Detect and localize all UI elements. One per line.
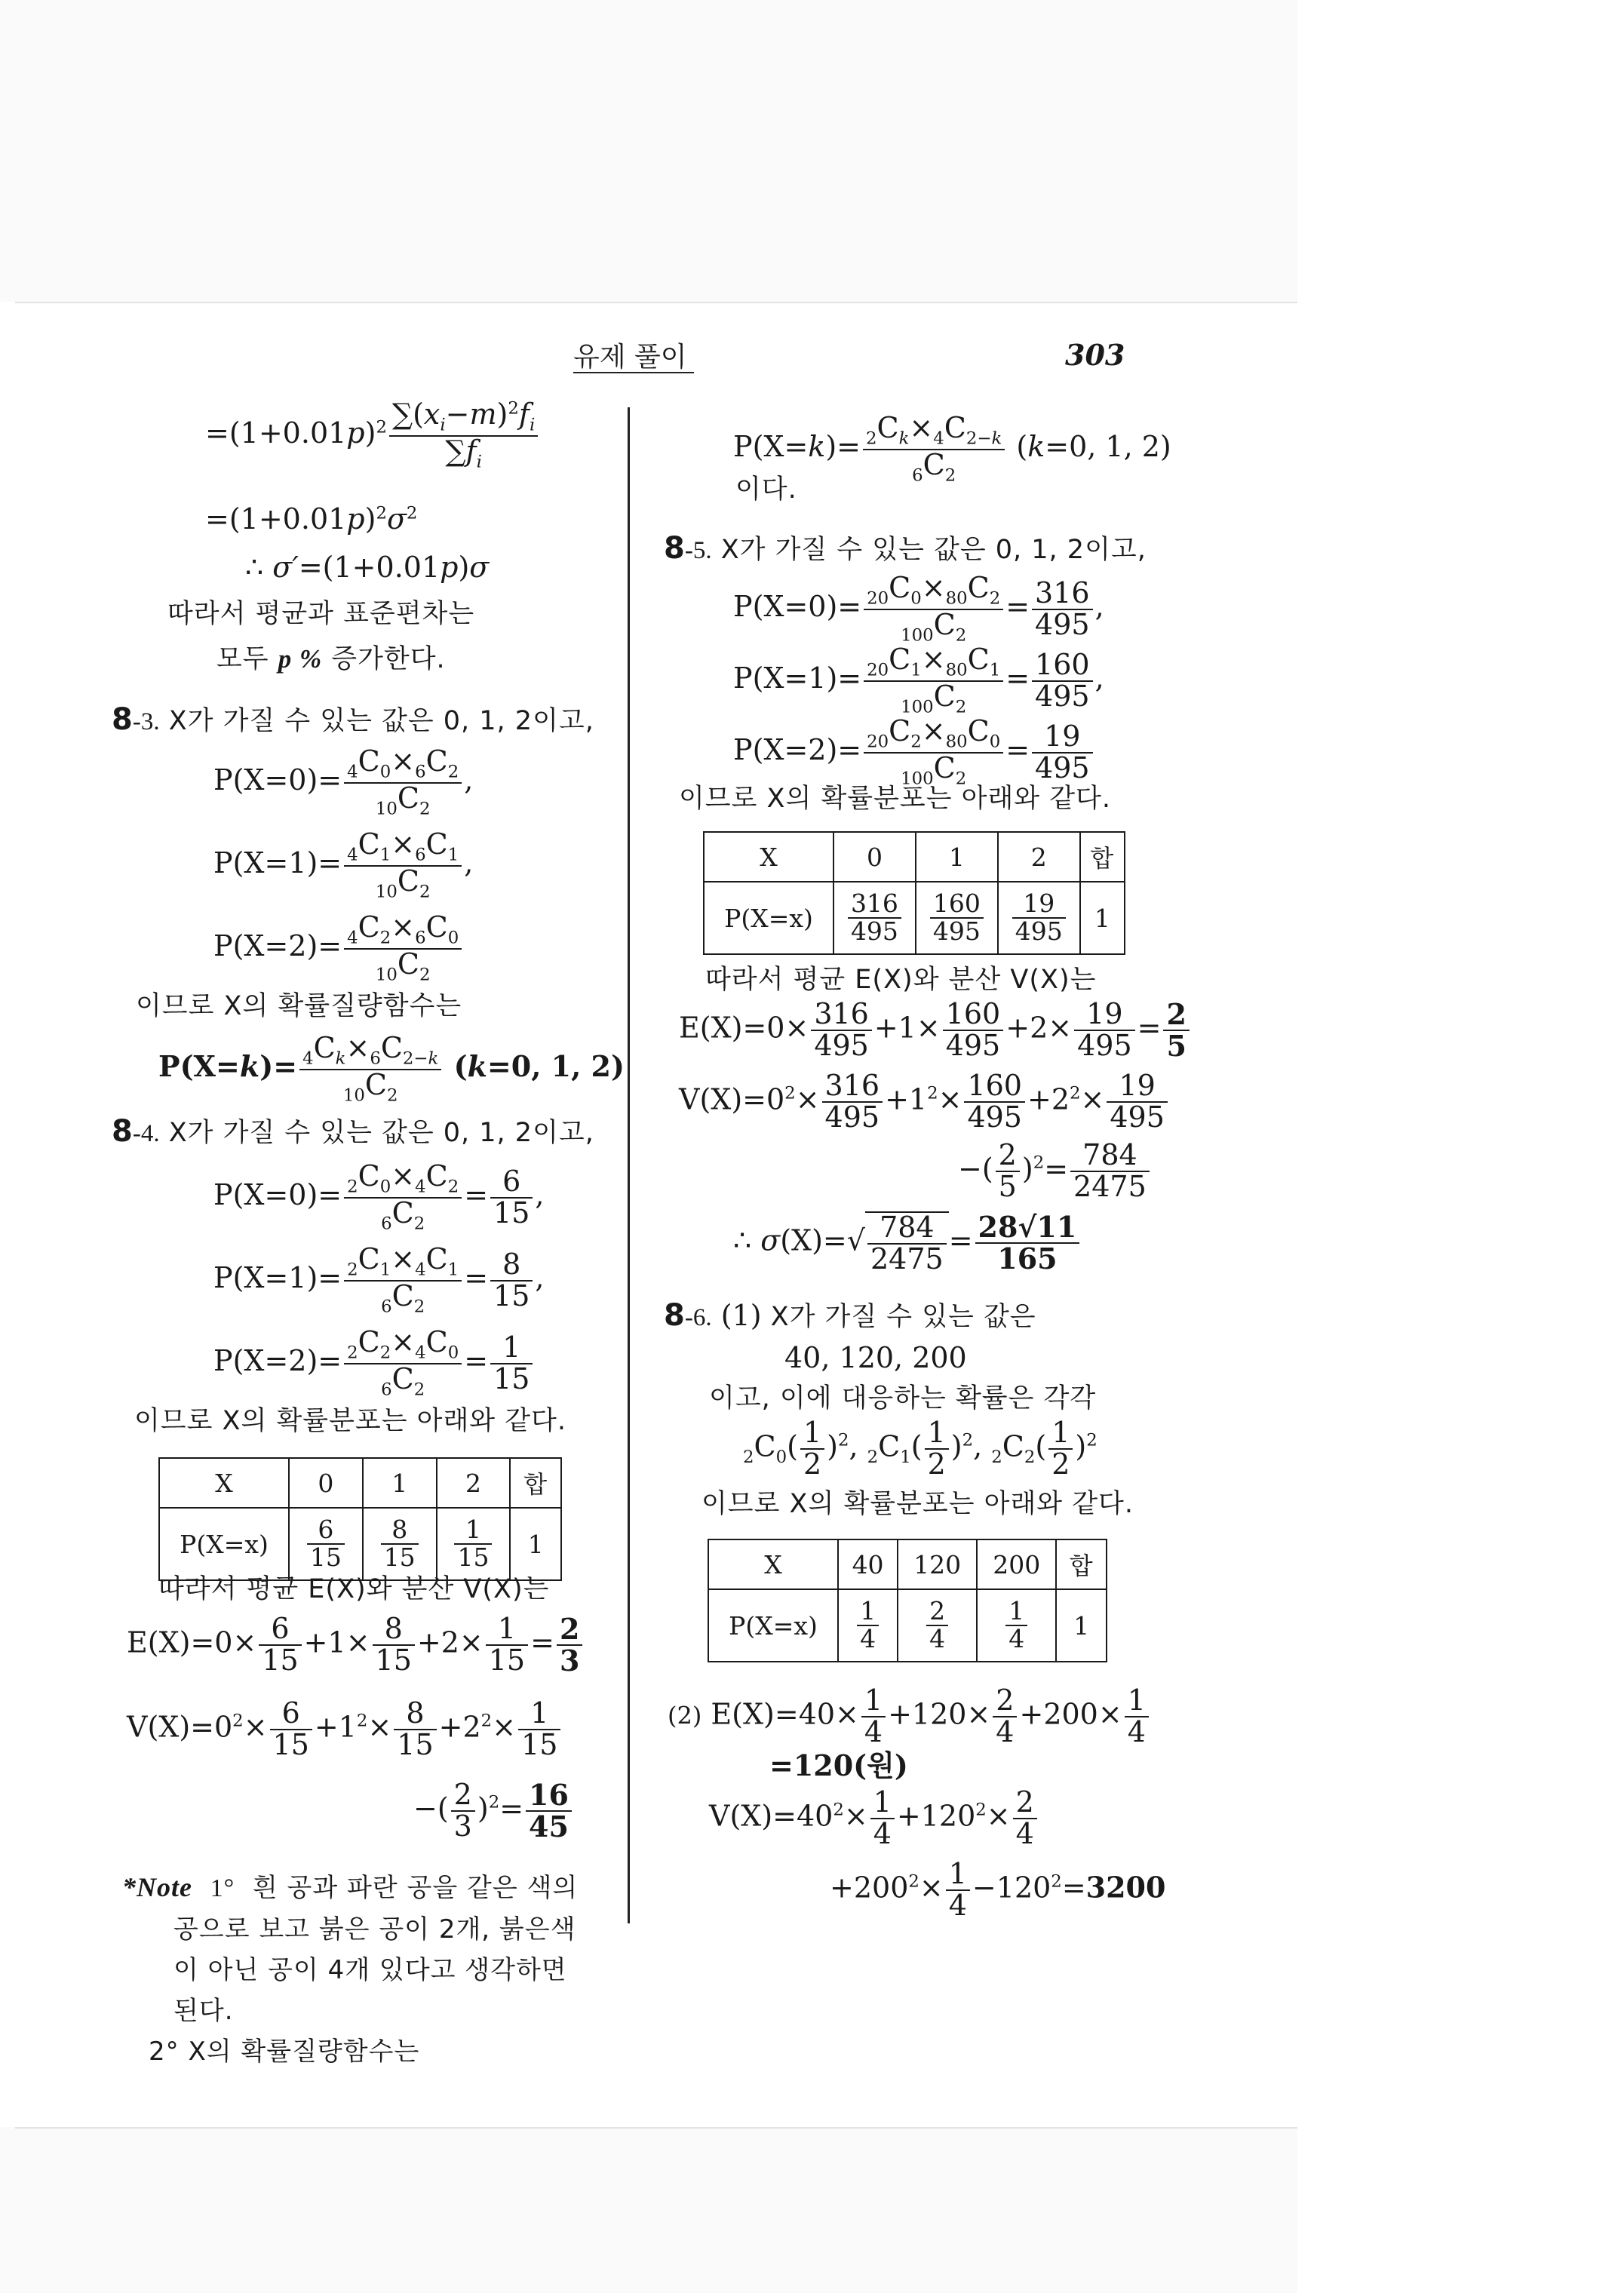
table-cell: 0 <box>833 832 916 882</box>
eq-cont-2: $=(1+0.01p)^2\sigma^2$ <box>205 502 418 536</box>
table-cell: 0 <box>289 1458 363 1508</box>
table-cell: 합 <box>1056 1539 1107 1589</box>
table-cell: 120 <box>898 1539 977 1589</box>
increase-line: 모두 p % 증가한다. <box>216 644 446 674</box>
eq-8-4-p0: P(X=0)= $\frac{_2C_0\times_4C_2}{_6C_2}$ = $\frac{6}{15}$ , <box>213 1159 545 1234</box>
running-header: 유제 풀이 <box>573 342 687 373</box>
eq-8-5-p0: P(X=0)= $\frac{_{20}C_0\times_{80}C_2}{_{100}C_2}$ = $\frac{316}{495}$ , <box>733 571 1104 646</box>
mean-8-4: E(X)=0× $\frac{6}{15}$ +1× $\frac{8}{15}$ +2× $\frac{1}{15}$ = $\frac{2}{3}$ <box>127 1614 585 1676</box>
table-cell: 1 <box>363 1458 437 1508</box>
table-cell: $\frac{6}{15}$ <box>289 1508 363 1580</box>
scan-edge-top <box>15 302 1297 303</box>
table-cell: 40 <box>838 1539 898 1589</box>
mean-var-intro-8-5: 따라서 평균 E(X)와 분산 V(X)는 <box>705 965 1097 995</box>
table-cell: P(X=x) <box>704 882 833 954</box>
sd-8-5: ∴ σ(X)=√ $\frac{784}{2475}$ = $\frac{28√11}{165}$ <box>733 1211 1082 1275</box>
note-block <box>122 1867 578 2072</box>
distribution-table-8-5 <box>703 831 1125 955</box>
table-cell: 합 <box>510 1458 561 1508</box>
table-cell: P(X=x) <box>708 1589 838 1662</box>
dist-intro-8-4: 이므로 X의 확률분포는 아래와 같다. <box>134 1406 566 1436</box>
eq-cont-3: ∴ σ′=(1+0.01p)σ <box>245 551 490 584</box>
table-cell: 1 <box>1056 1589 1107 1662</box>
is-line: 이다. <box>735 474 797 505</box>
note-line: 공으로 보고 붉은 공이 2개, 붉은색 <box>173 1914 576 1945</box>
eq-8-3-p0: P(X=0)= $\frac{_4C_0\times_6C_2}{_{10}C_2}$ , <box>213 744 474 819</box>
pmf-intro-8-3: 이므로 X의 확률질량함수는 <box>136 991 462 1021</box>
table-cell: $\frac{1}{15}$ <box>437 1508 511 1580</box>
eq-8-4-p2: P(X=2)= $\frac{_2C_2\times_4C_0}{_6C_2}$ = $\frac{1}{15}$ <box>213 1328 535 1399</box>
eq-cont-1: $=(1+0.01p)^2$ $\frac{\sum(x_i-m)^2f_i}{\sum f_i}$ <box>205 400 540 471</box>
mean-8-6-result: =120(원) <box>769 1748 908 1782</box>
column-divider <box>628 407 630 1923</box>
values-8-6: 40, 120, 200 <box>784 1341 967 1374</box>
scan-margin-top <box>0 0 1297 302</box>
table-cell: $\frac{160}{495}$ <box>916 882 998 954</box>
table-cell: $\frac{8}{15}$ <box>363 1508 437 1580</box>
mean-8-6: (2) E(X)=40× $\frac{1}{4}$ +120× $\frac{2}{4}$ +200× $\frac{1}{4}$ <box>668 1686 1151 1748</box>
table-cell: 2 <box>437 1458 511 1508</box>
table-row <box>708 1589 1107 1662</box>
prob-intro-8-6: 이고, 이에 대응하는 확률은 각각 <box>709 1383 1097 1414</box>
mean-var-intro-8-4: 따라서 평균 E(X)와 분산 V(X)는 <box>158 1574 550 1604</box>
table-cell: P(X=x) <box>159 1508 289 1580</box>
eq-8-4-p1: P(X=1)= $\frac{_2C_1\times_4C_1}{_6C_2}$ = $\frac{8}{15}$ , <box>213 1242 545 1317</box>
table-cell: $\frac{1}{4}$ <box>977 1589 1056 1662</box>
table-cell: 1 <box>916 832 998 882</box>
scan-margin-bottom <box>0 2127 1297 2293</box>
table-cell: $\frac{19}{495}$ <box>998 882 1080 954</box>
dist-intro-8-6: 이므로 X의 확률분포는 아래와 같다. <box>701 1489 1134 1519</box>
problem-8-3: 8-3. X가 가질 수 있는 값은 0, 1, 2이고, <box>112 702 594 737</box>
problem-8-5: 8-5. X가 가질 수 있는 값은 0, 1, 2이고, <box>664 531 1147 566</box>
header-underline <box>573 372 694 373</box>
conclusion-line: 따라서 평균과 표준편차는 <box>167 599 475 629</box>
eq-8-5-p1: P(X=1)= $\frac{_{20}C_1\times_{80}C_1}{_{100}C_2}$ = $\frac{160}{495}$ , <box>733 643 1104 717</box>
distribution-table-8-6 <box>708 1539 1107 1662</box>
eq-8-5-p2: P(X=2)= $\frac{_{20}C_2\times_{80}C_0}{_{100}C_2}$ = $\frac{19}{495}$ <box>733 717 1095 788</box>
table-cell: 200 <box>977 1539 1056 1589</box>
note-line: 된다. <box>173 1996 234 2026</box>
table-cell: $\frac{1}{4}$ <box>838 1589 898 1662</box>
note-item-1: *Note 1° 흰 공과 파란 공을 같은 색의 <box>122 1872 579 1903</box>
table-cell: $\frac{2}{4}$ <box>898 1589 977 1662</box>
table-header-row <box>704 832 1125 882</box>
var-8-5-cont: −( $\frac{2}{5}$ )$^2$= $\frac{784}{2475}$ <box>958 1140 1152 1202</box>
var-8-5: $V(X)=0^2\times$ $\frac{316}{495}$ $+1^2\times$ $\frac{160}{495}$ $+2^2\times$ $\frac{19}{495}$ <box>679 1071 1170 1133</box>
note-item-2: 2° X의 확률질량함수는 <box>149 2037 420 2067</box>
table-row <box>159 1508 561 1580</box>
eq-8-3-p2: P(X=2)= $\frac{_4C_2\times_6C_0}{_{10}C_2}$ <box>213 913 464 984</box>
var-8-6: $V(X)=40^2\times$ $\frac{1}{4}$ $+120^2\times$ $\frac{2}{4}$ <box>709 1788 1039 1849</box>
table-cell: X <box>704 832 833 882</box>
var-8-4: $V(X)=0^2\times$ $\frac{6}{15}$ $+1^2\times$ $\frac{8}{15}$ $+2^2\times$ $\frac{1}{15}$ <box>127 1699 563 1760</box>
table-row <box>704 882 1125 954</box>
eq-8-3-p1: P(X=1)= $\frac{_4C_1\times_6C_1}{_{10}C_2}$ , <box>213 827 474 902</box>
table-cell: X <box>708 1539 838 1589</box>
mean-8-5: E(X)=0× $\frac{316}{495}$ +1× $\frac{160}{495}$ +2× $\frac{19}{495}$ = $\frac{2}{5}$ <box>679 999 1192 1061</box>
page-number: 303 <box>1065 338 1125 372</box>
table-cell: 2 <box>998 832 1080 882</box>
var-8-6-cont: $+200^2\times$ $\frac{1}{4}$ $-120^2=3200$ <box>830 1857 1166 1922</box>
table-cell: X <box>159 1458 289 1508</box>
table-cell: $\frac{316}{495}$ <box>833 882 916 954</box>
dist-intro-8-5: 이므로 X의 확률분포는 아래와 같다. <box>679 784 1111 814</box>
table-cell: 1 <box>510 1508 561 1580</box>
table-header-row <box>159 1458 561 1508</box>
note-line: 이 아닌 공이 4개 있다고 생각하면 <box>173 1955 567 1985</box>
scan-edge-bottom <box>15 2127 1297 2129</box>
table-header-row <box>708 1539 1107 1589</box>
problem-8-6: 8-6. (1) X가 가질 수 있는 값은 <box>664 1298 1036 1333</box>
pmf-8-3-note: P(X=k)= $\frac{_2C_k\times_4C_{2-k}}{_6C_2}$ (k=0, 1, 2) <box>733 411 1171 486</box>
distribution-table-8-4 <box>158 1457 562 1581</box>
table-cell: 합 <box>1080 832 1125 882</box>
probs-8-6: $_2C_0$( $\frac{1}{2}$ )$^2$, $_2C_1$( $\frac{1}{2}$ )$^2$, $_2C_2$( $\frac{1}{2}$ )$^2$ <box>743 1416 1098 1481</box>
var-8-4-cont: −( $\frac{2}{3}$ )$^2$= $\frac{16}{45}$ <box>413 1780 574 1842</box>
pmf-8-3: P(X=k)= $\frac{_4C_k\times_6C_{2-k}}{_{10}C_2}$ (k=0, 1, 2) <box>158 1031 625 1106</box>
problem-8-4: 8-4. X가 가질 수 있는 값은 0, 1, 2이고, <box>112 1114 594 1149</box>
table-cell: 1 <box>1080 882 1125 954</box>
